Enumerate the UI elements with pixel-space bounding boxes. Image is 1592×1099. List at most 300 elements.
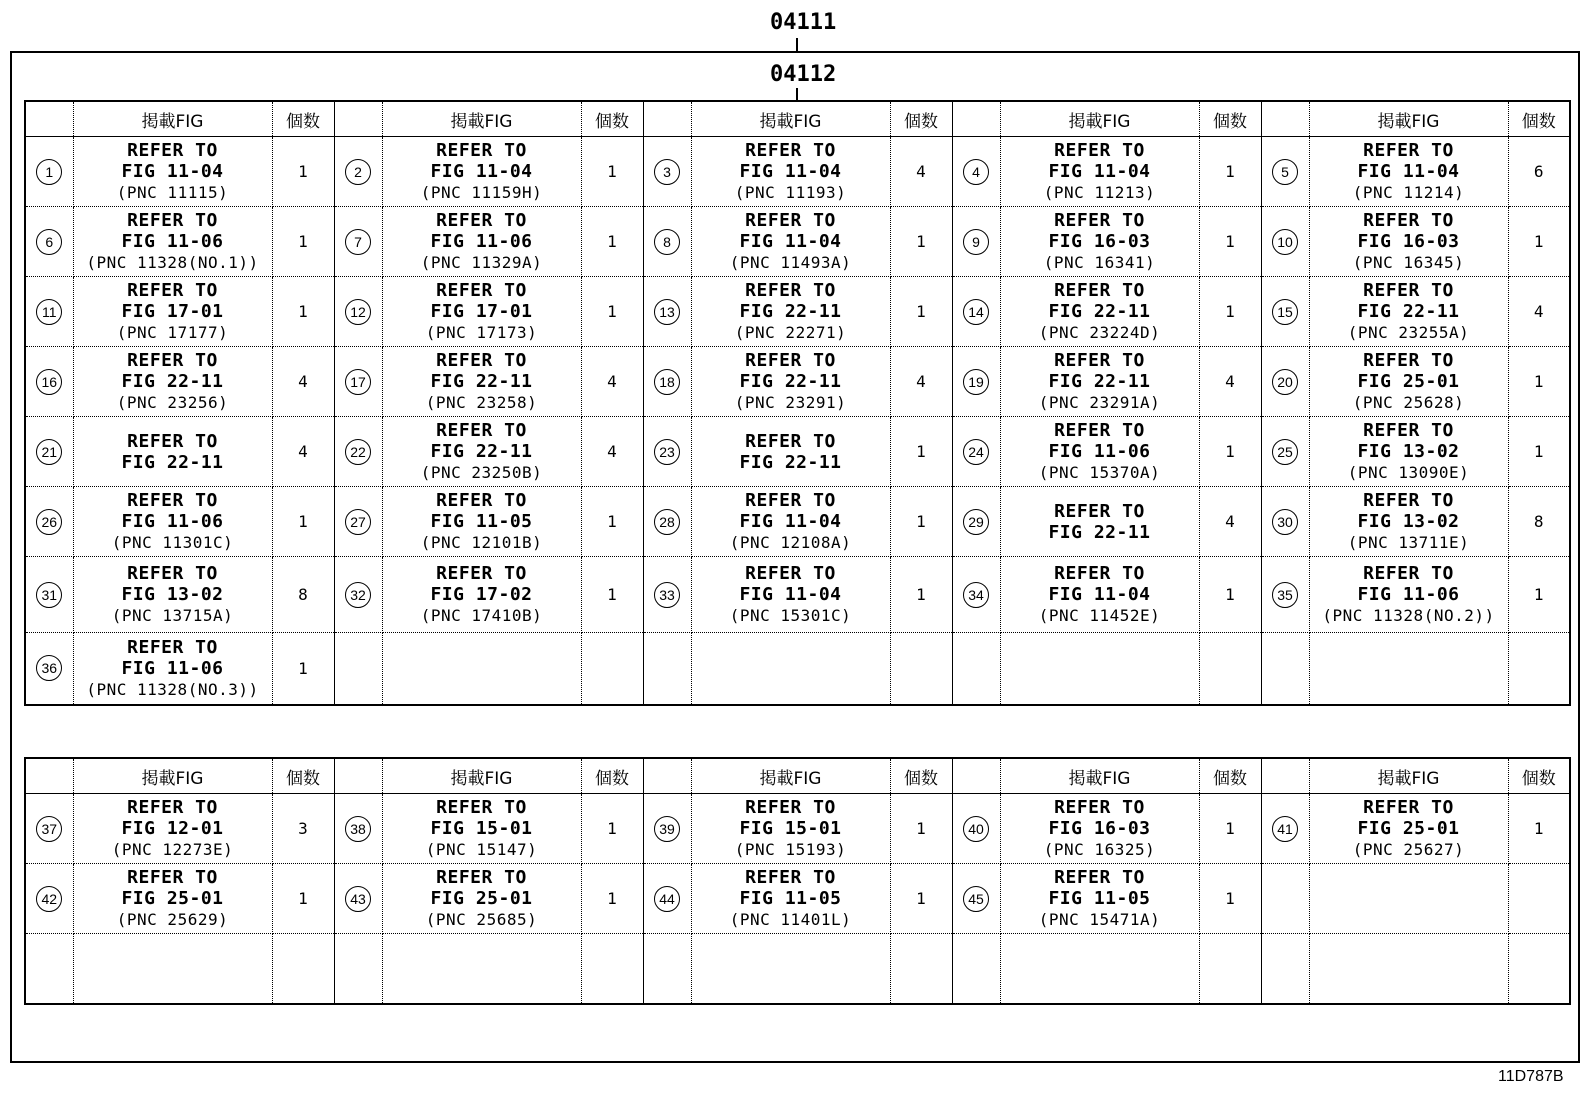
fig-reference-cell bbox=[73, 557, 272, 633]
item-number-circle: 16 bbox=[36, 369, 62, 395]
drawing-id: 11D787B bbox=[1498, 1068, 1564, 1085]
item-number-cell bbox=[334, 137, 382, 207]
quantity-cell bbox=[272, 864, 334, 934]
fig-reference-cell bbox=[73, 137, 272, 207]
fig-reference bbox=[426, 280, 537, 343]
quantity-cell bbox=[1508, 864, 1570, 934]
quantity-value: 8 bbox=[1533, 512, 1544, 531]
item-number-cell bbox=[643, 277, 691, 347]
item-number-cell bbox=[643, 417, 691, 487]
pnc-number: (PNC 11214) bbox=[1352, 183, 1465, 202]
pnc-number: (PNC 13711E) bbox=[1347, 533, 1470, 552]
fig-number: FIG 11-04 bbox=[1357, 161, 1460, 182]
quantity-value: 1 bbox=[1225, 302, 1235, 321]
fig-reference-cell bbox=[1000, 794, 1199, 864]
header-number-cell bbox=[952, 758, 1000, 794]
quantity-cell bbox=[1508, 934, 1570, 1004]
quantity-value: 1 bbox=[298, 232, 308, 251]
fig-number: FIG 12-01 bbox=[121, 818, 224, 839]
item-number-cell bbox=[334, 794, 382, 864]
fig-reference-cell bbox=[73, 417, 272, 487]
fig-reference-cell bbox=[382, 207, 581, 277]
item-number-circle: 37 bbox=[36, 816, 62, 842]
item-number-circle: 42 bbox=[36, 886, 62, 912]
fig-reference bbox=[86, 210, 258, 273]
item-number-circle: 25 bbox=[1272, 439, 1298, 465]
fig-number: FIG 17-01 bbox=[430, 301, 533, 322]
refer-to-text: REFER TO bbox=[1054, 867, 1145, 888]
quantity-value: 1 bbox=[298, 889, 308, 908]
quantity-cell bbox=[1199, 417, 1261, 487]
fig-reference bbox=[426, 350, 537, 413]
fig-reference-cell bbox=[73, 633, 272, 705]
quantity-cell bbox=[581, 277, 643, 347]
refer-to-text: REFER TO bbox=[436, 867, 527, 888]
quantity-cell bbox=[581, 794, 643, 864]
fig-reference bbox=[1353, 210, 1464, 273]
item-number-cell bbox=[952, 347, 1000, 417]
refer-to-text: REFER TO bbox=[436, 797, 527, 818]
fig-reference-cell bbox=[382, 794, 581, 864]
pnc-number: (PNC 11329A) bbox=[420, 253, 543, 272]
fig-number: FIG 17-01 bbox=[121, 301, 224, 322]
item-number-cell bbox=[952, 277, 1000, 347]
item-number-circle: 39 bbox=[654, 816, 680, 842]
sub-assembly-code: 04112 bbox=[770, 62, 837, 87]
fig-reference bbox=[86, 637, 258, 700]
item-number-circle: 20 bbox=[1272, 369, 1298, 395]
refer-to-text: REFER TO bbox=[436, 563, 527, 584]
refer-to-text: REFER TO bbox=[745, 280, 836, 301]
refer-to-text: REFER TO bbox=[1363, 350, 1454, 371]
quantity-cell bbox=[581, 137, 643, 207]
pnc-number: (PNC 25627) bbox=[1352, 840, 1465, 859]
fig-reference-cell bbox=[1309, 417, 1508, 487]
quantity-value: 1 bbox=[916, 232, 926, 251]
fig-reference-cell bbox=[691, 137, 890, 207]
quantity-value: 1 bbox=[607, 585, 617, 604]
item-number-cell bbox=[334, 347, 382, 417]
fig-reference bbox=[735, 140, 846, 203]
quantity-cell bbox=[581, 633, 643, 705]
quantity-value: 1 bbox=[607, 819, 617, 838]
fig-number: FIG 15-01 bbox=[430, 818, 533, 839]
quantity-value: 1 bbox=[1533, 442, 1544, 461]
pnc-number: (PNC 23258) bbox=[425, 393, 538, 412]
quantity-value: 4 bbox=[1225, 512, 1235, 531]
refer-to-text: REFER TO bbox=[127, 490, 218, 511]
quantity-value: 1 bbox=[1533, 372, 1544, 391]
quantity-cell bbox=[890, 633, 952, 705]
quantity-cell bbox=[272, 557, 334, 633]
pnc-number: (PNC 11301C) bbox=[111, 533, 234, 552]
fig-reference bbox=[1322, 563, 1494, 626]
item-number-cell bbox=[334, 633, 382, 705]
table-row bbox=[25, 557, 1570, 633]
quantity-value: 1 bbox=[916, 819, 926, 838]
fig-number: FIG 22-11 bbox=[1357, 301, 1460, 322]
fig-reference-cell bbox=[382, 557, 581, 633]
fig-reference bbox=[1353, 797, 1464, 860]
fig-reference bbox=[421, 210, 543, 273]
fig-reference bbox=[1348, 420, 1470, 483]
quantity-cell bbox=[581, 417, 643, 487]
item-number-circle: 19 bbox=[963, 369, 989, 395]
pnc-number: (PNC 23250B) bbox=[420, 463, 543, 482]
table-header-row bbox=[25, 758, 1570, 794]
item-number-cell bbox=[1261, 794, 1309, 864]
item-number-cell bbox=[334, 864, 382, 934]
item-number-circle: 4 bbox=[963, 159, 989, 185]
quantity-value: 1 bbox=[1225, 162, 1235, 181]
refer-to-text: REFER TO bbox=[1054, 500, 1145, 522]
header-fig: 掲載FIG bbox=[1309, 101, 1508, 137]
item-number-circle: 34 bbox=[963, 582, 989, 608]
header-number-cell bbox=[1261, 758, 1309, 794]
header-fig: 掲載FIG bbox=[73, 101, 272, 137]
refer-to-text: REFER TO bbox=[127, 430, 218, 452]
item-number-cell bbox=[1261, 557, 1309, 633]
header-fig: 掲載FIG bbox=[1309, 758, 1508, 794]
header-qty: 個数 bbox=[272, 101, 334, 137]
fig-reference bbox=[1348, 280, 1470, 343]
item-number-circle: 6 bbox=[36, 229, 62, 255]
refer-to-text: REFER TO bbox=[436, 350, 527, 371]
pnc-number: (PNC 25628) bbox=[1352, 393, 1465, 412]
fig-reference-cell bbox=[691, 934, 890, 1004]
quantity-value: 1 bbox=[298, 302, 308, 321]
fig-number: FIG 11-05 bbox=[1048, 888, 1151, 909]
pnc-number: (PNC 11159H) bbox=[420, 183, 543, 202]
pnc-number: (PNC 11328(NO.2)) bbox=[1322, 606, 1495, 625]
refer-to-text: REFER TO bbox=[1054, 350, 1145, 371]
fig-reference bbox=[117, 140, 228, 203]
fig-reference bbox=[1039, 280, 1161, 343]
item-number-circle: 8 bbox=[654, 229, 680, 255]
quantity-value: 1 bbox=[298, 512, 308, 531]
fig-reference bbox=[1039, 420, 1161, 483]
pnc-number: (PNC 23224D) bbox=[1038, 323, 1161, 342]
quantity-value: 1 bbox=[916, 889, 926, 908]
quantity-value: 1 bbox=[916, 585, 926, 604]
item-number-circle: 24 bbox=[963, 439, 989, 465]
reference-table-1 bbox=[24, 100, 1571, 706]
quantity-cell bbox=[1508, 487, 1570, 557]
quantity-cell bbox=[890, 487, 952, 557]
header-fig: 掲載FIG bbox=[1000, 101, 1199, 137]
pnc-number: (PNC 13715A) bbox=[111, 606, 234, 625]
quantity-cell bbox=[890, 557, 952, 633]
pnc-number: (PNC 22271) bbox=[734, 323, 847, 342]
fig-reference-cell bbox=[382, 277, 581, 347]
fig-reference-cell bbox=[1309, 934, 1508, 1004]
header-number-cell bbox=[952, 101, 1000, 137]
pnc-number: (PNC 11452E) bbox=[1038, 606, 1161, 625]
table-row bbox=[25, 633, 1570, 705]
quantity-cell bbox=[272, 934, 334, 1004]
quantity-cell bbox=[890, 347, 952, 417]
pnc-number: (PNC 15471A) bbox=[1038, 910, 1161, 929]
quantity-cell bbox=[890, 207, 952, 277]
item-number-cell bbox=[1261, 347, 1309, 417]
quantity-value: 1 bbox=[607, 889, 617, 908]
item-number-circle: 41 bbox=[1272, 816, 1298, 842]
table-row bbox=[25, 487, 1570, 557]
item-number-cell bbox=[643, 487, 691, 557]
fig-number: FIG 17-02 bbox=[430, 584, 533, 605]
pnc-number: (PNC 15370A) bbox=[1038, 463, 1161, 482]
fig-reference bbox=[735, 280, 846, 343]
refer-to-text: REFER TO bbox=[1054, 280, 1145, 301]
top-leader-line bbox=[796, 38, 798, 52]
pnc-number: (PNC 11401L) bbox=[729, 910, 852, 929]
refer-to-text: REFER TO bbox=[127, 210, 218, 231]
table-row bbox=[25, 137, 1570, 207]
fig-number: FIG 11-06 bbox=[1357, 584, 1460, 605]
fig-reference bbox=[1048, 501, 1150, 543]
fig-reference bbox=[421, 420, 543, 483]
refer-to-text: REFER TO bbox=[436, 420, 527, 441]
quantity-cell bbox=[1508, 347, 1570, 417]
refer-to-text: REFER TO bbox=[1054, 563, 1145, 584]
fig-reference-cell bbox=[691, 207, 890, 277]
quantity-value: 4 bbox=[607, 372, 617, 391]
pnc-number: (PNC 12101B) bbox=[420, 533, 543, 552]
pnc-number: (PNC 17410B) bbox=[420, 606, 543, 625]
refer-to-text: REFER TO bbox=[745, 210, 836, 231]
fig-reference bbox=[121, 431, 223, 473]
table-header-row bbox=[25, 101, 1570, 137]
fig-number: FIG 11-04 bbox=[1048, 584, 1151, 605]
quantity-value: 4 bbox=[298, 442, 308, 461]
pnc-number: (PNC 25685) bbox=[425, 910, 538, 929]
fig-number: FIG 22-11 bbox=[1048, 301, 1151, 322]
fig-reference bbox=[421, 563, 543, 626]
fig-reference bbox=[739, 431, 841, 473]
quantity-cell bbox=[1199, 557, 1261, 633]
item-number-circle: 29 bbox=[963, 509, 989, 535]
fig-reference-cell bbox=[691, 633, 890, 705]
refer-to-text: REFER TO bbox=[436, 280, 527, 301]
quantity-cell bbox=[890, 417, 952, 487]
item-number-cell bbox=[1261, 633, 1309, 705]
table-row bbox=[25, 934, 1570, 1004]
quantity-value: 1 bbox=[298, 658, 308, 678]
pnc-number: (PNC 23256) bbox=[116, 393, 229, 412]
item-number-circle: 35 bbox=[1272, 582, 1298, 608]
item-number-cell bbox=[643, 137, 691, 207]
fig-reference bbox=[1039, 867, 1161, 930]
header-fig: 掲載FIG bbox=[382, 101, 581, 137]
fig-number: FIG 22-11 bbox=[430, 441, 533, 462]
fig-reference-cell bbox=[1000, 137, 1199, 207]
item-number-cell bbox=[643, 864, 691, 934]
fig-reference bbox=[730, 867, 852, 930]
item-number-cell bbox=[334, 277, 382, 347]
refer-to-text: REFER TO bbox=[127, 797, 218, 818]
fig-reference-cell bbox=[1309, 277, 1508, 347]
fig-reference bbox=[421, 140, 543, 203]
pnc-number: (PNC 11193) bbox=[734, 183, 847, 202]
header-qty: 個数 bbox=[1199, 758, 1261, 794]
fig-reference-cell bbox=[1309, 864, 1508, 934]
item-number-cell bbox=[643, 557, 691, 633]
item-number-cell bbox=[25, 137, 73, 207]
header-fig: 掲載FIG bbox=[1000, 758, 1199, 794]
quantity-value: 4 bbox=[1225, 372, 1235, 391]
pnc-number: (PNC 16341) bbox=[1043, 253, 1156, 272]
item-number-circle: 15 bbox=[1272, 299, 1298, 325]
quantity-value: 1 bbox=[1225, 232, 1235, 251]
pnc-number: (PNC 25629) bbox=[116, 910, 229, 929]
fig-reference-cell bbox=[382, 864, 581, 934]
quantity-cell bbox=[272, 633, 334, 705]
quantity-value: 4 bbox=[298, 372, 308, 391]
item-number-cell bbox=[25, 864, 73, 934]
fig-reference-cell bbox=[1309, 557, 1508, 633]
item-number-cell bbox=[334, 487, 382, 557]
pnc-number: (PNC 11213) bbox=[1043, 183, 1156, 202]
item-number-cell bbox=[952, 417, 1000, 487]
pnc-number: (PNC 16345) bbox=[1352, 253, 1465, 272]
item-number-cell bbox=[952, 794, 1000, 864]
pnc-number: (PNC 13090E) bbox=[1347, 463, 1470, 482]
refer-to-text: REFER TO bbox=[1363, 797, 1454, 818]
item-number-cell bbox=[25, 794, 73, 864]
item-number-cell bbox=[952, 934, 1000, 1004]
top-assembly-code: 04111 bbox=[770, 10, 837, 35]
header-qty: 個数 bbox=[272, 758, 334, 794]
header-fig: 掲載FIG bbox=[691, 758, 890, 794]
refer-to-text: REFER TO bbox=[745, 140, 836, 161]
quantity-cell bbox=[272, 487, 334, 557]
fig-number: FIG 11-06 bbox=[121, 657, 224, 679]
fig-reference-cell bbox=[73, 794, 272, 864]
pnc-number: (PNC 16325) bbox=[1043, 840, 1156, 859]
fig-number: FIG 11-04 bbox=[739, 584, 842, 605]
reference-table-2 bbox=[24, 757, 1571, 1005]
fig-reference bbox=[1044, 210, 1155, 273]
quantity-cell bbox=[1199, 347, 1261, 417]
fig-reference bbox=[730, 490, 852, 553]
fig-reference bbox=[1044, 797, 1155, 860]
fig-number: FIG 25-01 bbox=[1357, 818, 1460, 839]
fig-number: FIG 16-03 bbox=[1357, 231, 1460, 252]
pnc-number: (PNC 12273E) bbox=[111, 840, 234, 859]
header-fig: 掲載FIG bbox=[73, 758, 272, 794]
item-number-circle: 7 bbox=[345, 229, 371, 255]
quantity-value: 1 bbox=[607, 512, 617, 531]
item-number-circle: 18 bbox=[654, 369, 680, 395]
fig-reference-cell bbox=[73, 864, 272, 934]
quantity-cell bbox=[581, 347, 643, 417]
item-number-circle: 40 bbox=[963, 816, 989, 842]
refer-to-text: REFER TO bbox=[127, 867, 218, 888]
fig-number: FIG 13-02 bbox=[1357, 441, 1460, 462]
item-number-cell bbox=[25, 557, 73, 633]
fig-reference bbox=[1044, 140, 1155, 203]
fig-reference bbox=[117, 867, 228, 930]
fig-reference-cell bbox=[1000, 487, 1199, 557]
refer-to-text: REFER TO bbox=[436, 490, 527, 511]
item-number-cell bbox=[1261, 864, 1309, 934]
quantity-cell bbox=[1199, 794, 1261, 864]
quantity-cell bbox=[581, 207, 643, 277]
quantity-value: 8 bbox=[298, 585, 308, 604]
item-number-circle: 27 bbox=[345, 509, 371, 535]
fig-number: FIG 25-01 bbox=[1357, 371, 1460, 392]
fig-reference bbox=[117, 280, 228, 343]
item-number-circle: 22 bbox=[345, 439, 371, 465]
fig-reference bbox=[1039, 563, 1161, 626]
item-number-cell bbox=[334, 557, 382, 633]
refer-to-text: REFER TO bbox=[127, 350, 218, 371]
quantity-value: 1 bbox=[916, 302, 926, 321]
fig-reference-cell bbox=[691, 277, 890, 347]
item-number-circle: 45 bbox=[963, 886, 989, 912]
refer-to-text: REFER TO bbox=[1363, 210, 1454, 231]
pnc-number: (PNC 15301C) bbox=[729, 606, 852, 625]
fig-number: FIG 11-04 bbox=[739, 231, 842, 252]
fig-reference-cell bbox=[1000, 207, 1199, 277]
header-fig: 掲載FIG bbox=[691, 101, 890, 137]
fig-number: FIG 11-04 bbox=[430, 161, 533, 182]
refer-to-text: REFER TO bbox=[1054, 140, 1145, 161]
refer-to-text: REFER TO bbox=[127, 280, 218, 301]
fig-number: FIG 25-01 bbox=[430, 888, 533, 909]
fig-number: FIG 22-11 bbox=[739, 301, 842, 322]
quantity-value: 1 bbox=[607, 302, 617, 321]
fig-reference bbox=[426, 867, 537, 930]
item-number-circle: 33 bbox=[654, 582, 680, 608]
quantity-value: 4 bbox=[916, 162, 926, 181]
pnc-number: (PNC 11493A) bbox=[729, 253, 852, 272]
header-number-cell bbox=[1261, 101, 1309, 137]
fig-reference-cell bbox=[1000, 557, 1199, 633]
item-number-cell bbox=[952, 864, 1000, 934]
fig-number: FIG 13-02 bbox=[121, 584, 224, 605]
quantity-value: 3 bbox=[298, 819, 308, 838]
fig-number: FIG 11-06 bbox=[1048, 441, 1151, 462]
header-qty: 個数 bbox=[1199, 101, 1261, 137]
pnc-number: (PNC 23291A) bbox=[1038, 393, 1161, 412]
item-number-cell bbox=[25, 934, 73, 1004]
quantity-value: 1 bbox=[298, 162, 308, 181]
item-number-cell bbox=[25, 487, 73, 557]
quantity-cell bbox=[1199, 137, 1261, 207]
fig-reference bbox=[112, 490, 234, 553]
refer-to-text: REFER TO bbox=[745, 563, 836, 584]
header-qty: 個数 bbox=[581, 758, 643, 794]
item-number-cell bbox=[25, 417, 73, 487]
refer-to-text: REFER TO bbox=[1363, 420, 1454, 441]
fig-reference-cell bbox=[691, 557, 890, 633]
pnc-number: (PNC 11115) bbox=[116, 183, 229, 202]
item-number-cell bbox=[1261, 417, 1309, 487]
fig-reference-cell bbox=[73, 487, 272, 557]
quantity-value: 1 bbox=[916, 512, 926, 531]
item-number-circle: 2 bbox=[345, 159, 371, 185]
quantity-cell bbox=[1508, 207, 1570, 277]
item-number-cell bbox=[643, 207, 691, 277]
item-number-circle: 23 bbox=[654, 439, 680, 465]
pnc-number: (PNC 11328(NO.3)) bbox=[86, 679, 259, 699]
item-number-cell bbox=[643, 934, 691, 1004]
fig-reference-cell bbox=[382, 633, 581, 705]
quantity-cell bbox=[890, 794, 952, 864]
quantity-cell bbox=[1508, 417, 1570, 487]
item-number-cell bbox=[1261, 207, 1309, 277]
